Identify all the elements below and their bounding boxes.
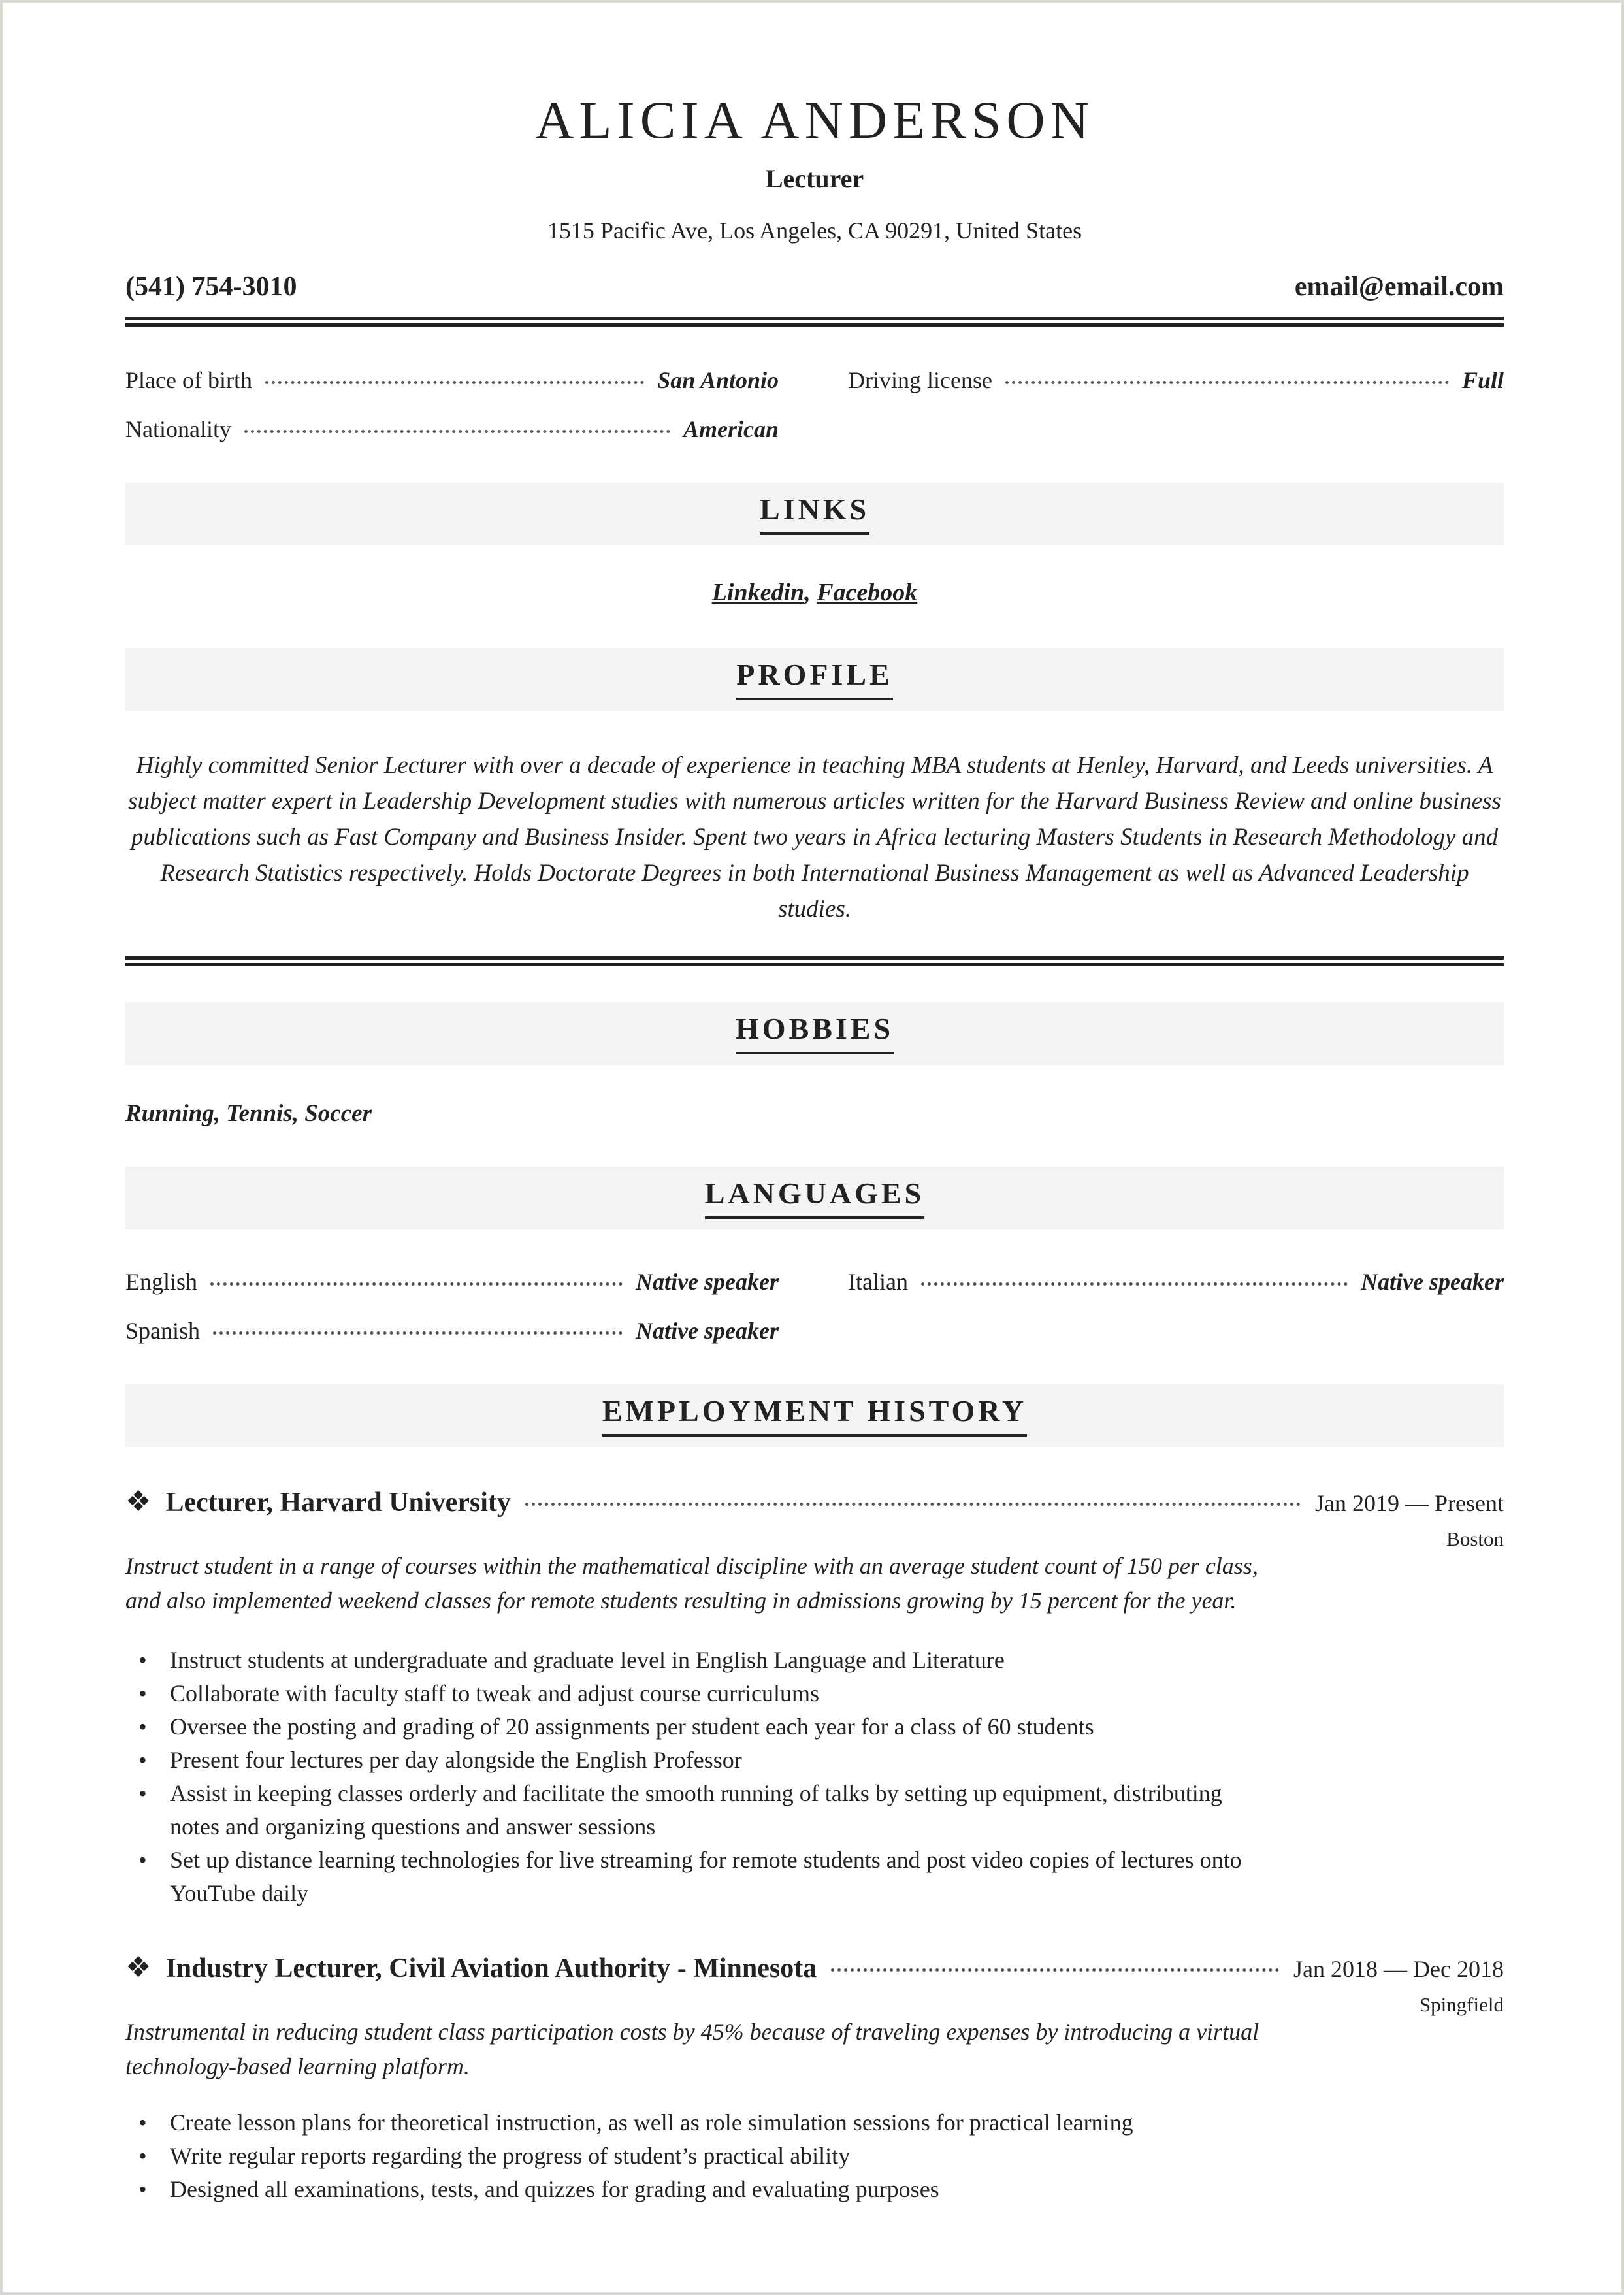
profile-divider [125,956,1504,966]
header-divider [125,317,1504,327]
linkedin-link[interactable]: Linkedin [711,579,805,606]
detail-value: San Antonio [657,367,779,393]
detail-label: Nationality [125,416,231,442]
dot-leader [244,430,670,433]
section-heading: EMPLOYMENT HISTORY [602,1393,1027,1437]
dot-leader [210,1282,623,1286]
detail-label: Place of birth [125,367,252,393]
candidate-title: Lecturer [765,164,864,193]
job-location: Boston [1446,1527,1504,1550]
list-item: • Oversee the posting and grading of 20 assignments per student each year for a class of 60 students [125,1710,1275,1744]
job-description: Instruct student in a range of courses within the mathematical discipline with an average student count of 150 per class, and also implemented weekend classes for remote students resulting in admissions growing by 15 percent for the year. [125,1553,1258,1614]
job-header [125,1951,1504,1985]
section-heading: PROFILE [736,657,892,700]
diamond-cluster-icon: ❖ [125,1951,152,1983]
job-bullets [125,2106,1275,2206]
detail-place-of-birth [125,365,779,395]
candidate-address: 1515 Pacific Ave, Los Angeles, CA 90291, United States [547,218,1082,244]
profile-summary: Highly committed Senior Lecturer with over a decade of experience in teaching MBA students at Henley, Harvard, and Leeds universities. A subject matter expert in Leadership Development studies with numerous articles written for the Harvard Business Review and online business publications such as Fast Company and Business Insider. Spent two years in Africa lecturing Masters Students in Research Methodology and Research Statistics respectively. Holds Doctorate Degrees in both International Business Management as well as Advanced Leadership studies. [128,752,1501,922]
job-description: Instrumental in reducing student class participation costs by 45% because of traveling expenses by introducing a virtual technology-based learning platform. [125,2019,1259,2079]
language-english [125,1267,779,1297]
phone-number: (541) 754-3010 [125,272,297,302]
diamond-cluster-icon: ❖ [125,1486,152,1518]
language-italian [848,1267,1504,1297]
list-item: • Designed all examinations, tests, and quizzes for grading and evaluating purposes [125,2173,1275,2206]
facebook-link[interactable]: Facebook [817,579,918,606]
list-item: • Collaborate with faculty staff to tweak and adjust course curriculums [125,1677,1275,1710]
language-level: Native speaker [636,1269,779,1295]
detail-driving-license [848,365,1504,395]
section-heading: HOBBIES [736,1011,894,1054]
links-row [125,578,1504,608]
dot-leader [213,1331,623,1335]
dot-leader [1005,381,1449,384]
list-item: • Write regular reports regarding the progress of student’s practical ability [125,2140,1275,2173]
candidate-name: ALICIA ANDERSON [535,90,1094,150]
language-name: Spanish [125,1318,201,1344]
section-profile [125,648,1504,711]
language-level: Native speaker [636,1318,779,1344]
dot-leader [921,1282,1348,1286]
section-employment [125,1384,1504,1447]
email-address[interactable]: email@email.com [1294,272,1504,302]
job-header [125,1486,1504,1519]
list-item: • Present four lectures per day alongside the English Professor [125,1744,1275,1777]
job-location: Spingfield [1419,1993,1504,2016]
hobbies-list: Running, Tennis, Soccer [125,1100,372,1127]
detail-value: Full [1461,367,1504,393]
list-item: • Assist in keeping classes orderly and facilitate the smooth running of talks by setting up equipment, distributing notes and organizing questions and answer sessions [125,1777,1275,1844]
language-spanish [125,1316,779,1346]
dot-leader [525,1503,1301,1506]
section-hobbies [125,1002,1504,1065]
detail-nationality [125,414,779,444]
section-links [125,483,1504,545]
dot-leader [265,381,644,384]
dot-leader [831,1968,1279,1972]
job-dates: Jan 2018 — Dec 2018 [1293,1956,1504,1982]
list-item: • Create lesson plans for theoretical instruction, as well as role simulation sessions for practical learning [125,2106,1275,2140]
section-heading: LANGUAGES [705,1176,924,1219]
job-bullets [125,1644,1275,1910]
job-title: Industry Lecturer, Civil Aviation Authority - Minnesota [165,1953,817,1983]
job-title: Lecturer, Harvard University [165,1488,511,1518]
list-item: • Set up distance learning technologies for live streaming for remote students and post video copies of lectures onto YouTube daily [125,1844,1275,1910]
list-item: • Instruct students at undergraduate and graduate level in English Language and Literature [125,1644,1275,1677]
language-name: English [125,1269,198,1295]
detail-value: American [683,416,779,442]
link-separator: , [804,579,811,606]
resume-page [3,3,1621,2292]
job-dates: Jan 2019 — Present [1315,1490,1504,1516]
language-level: Native speaker [1361,1269,1504,1295]
language-name: Italian [848,1269,908,1295]
detail-label: Driving license [848,367,992,393]
section-languages [125,1167,1504,1229]
section-heading: LINKS [760,492,869,535]
